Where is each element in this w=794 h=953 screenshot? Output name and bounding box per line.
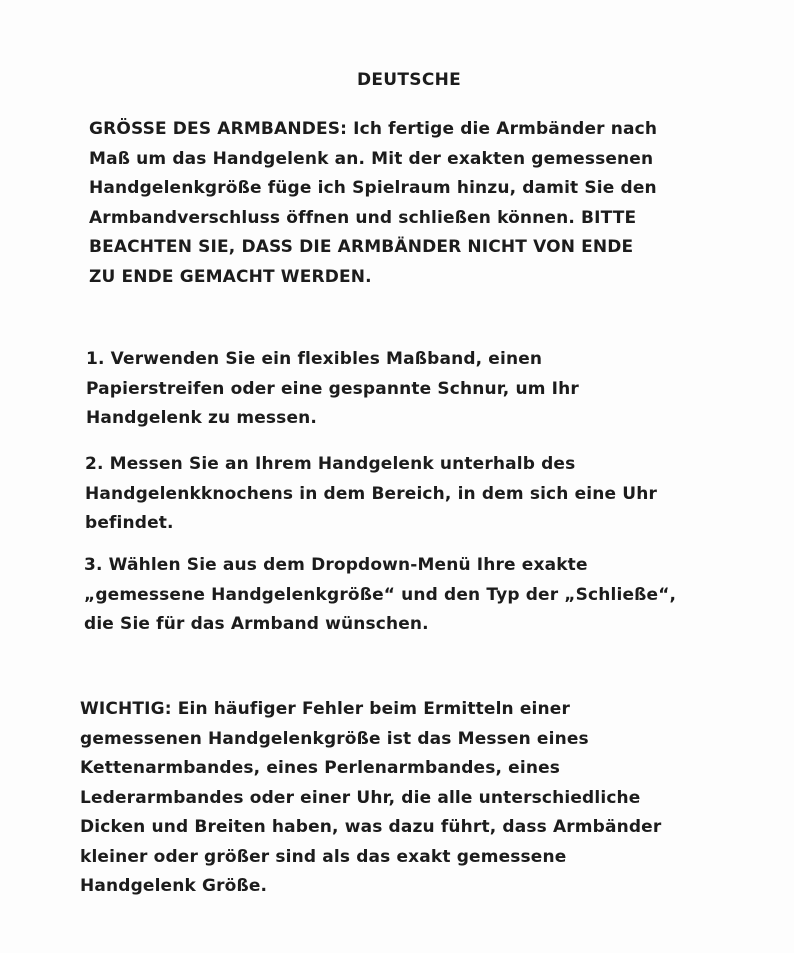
size-intro-paragraph <box>89 115 657 292</box>
text-line: befindet. <box>85 513 174 533</box>
text-line: Dicken und Breiten haben, was dazu führt, dass Armbänder <box>80 817 662 837</box>
step-2-paragraph <box>85 450 657 539</box>
important-note-paragraph <box>80 695 661 902</box>
text-line: Papierstreifen oder eine gespannte Schnur, um Ihr <box>86 378 579 399</box>
text-line: Handgelenkgröße füge ich Spielraum hinzu, damit Sie den <box>89 178 657 198</box>
page-title: DEUTSCHE <box>356 70 462 90</box>
text-line: gemessenen Handgelenkgröße ist das Messen eines <box>80 728 589 749</box>
text-line: Maß um das Handgelenk an. Mit der exakten gemessenen <box>89 148 654 169</box>
text-line: GRÖSSE DES ARMBANDES: Ich fertige die Armbänder nach <box>89 119 658 139</box>
text-line: 3. Wählen Sie aus dem Dropdown-Menü Ihre exakte <box>84 555 588 575</box>
text-line: kleiner oder größer sind als das exakt gemessene <box>80 846 567 867</box>
text-line: die Sie für das Armband wünschen. <box>84 614 429 634</box>
step-3-paragraph <box>84 551 676 640</box>
text-line: WICHTIG: Ein häufiger Fehler beim Ermitteln einer <box>80 699 570 719</box>
text-line: „gemessene Handgelenkgröße“ und den Typ der „Schließe“, <box>84 584 677 605</box>
text-line: BEACHTEN SIE, DASS DIE ARMBÄNDER NICHT VON ENDE <box>89 237 634 257</box>
text-line: Lederarmbandes oder einer Uhr, die alle unterschiedliche <box>80 787 641 808</box>
text-line: 1. Verwenden Sie ein flexibles Maßband, einen <box>86 349 543 369</box>
text-line: 2. Messen Sie an Ihrem Handgelenk unterhalb des <box>85 454 576 474</box>
text-line: Armbandverschluss öffnen und schließen können. BITTE <box>89 207 637 228</box>
text-line: Handgelenk Größe. <box>80 876 268 896</box>
text-line: ZU ENDE GEMACHT WERDEN. <box>89 266 372 287</box>
step-1-paragraph <box>86 345 579 434</box>
text-line: Kettenarmbandes, eines Perlenarmbandes, eines <box>80 758 561 778</box>
text-line: Handgelenkknochens in dem Bereich, in dem sich eine Uhr <box>85 483 658 504</box>
text-line: Handgelenk zu messen. <box>86 408 317 428</box>
